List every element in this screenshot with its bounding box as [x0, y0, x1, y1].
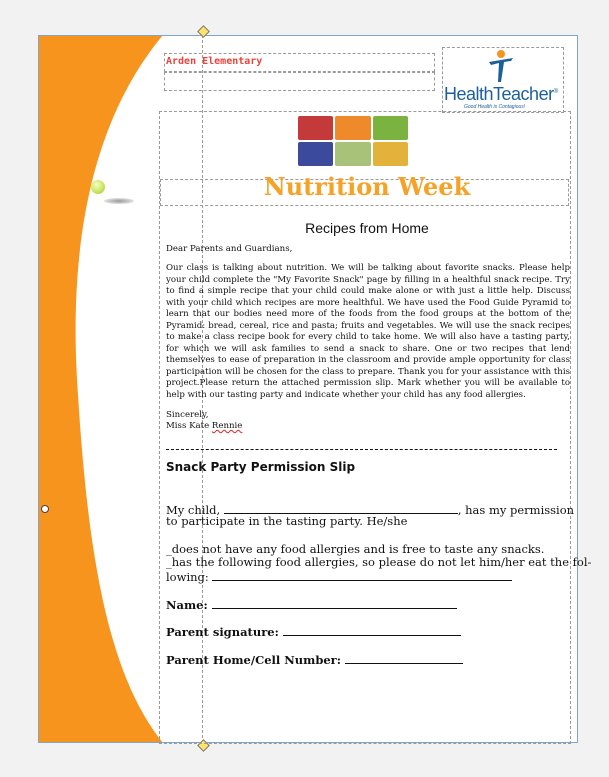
- letter-body: Our class is talking about nutrition. We will be talking about favorite snacks. Please help your child complete the "My Favorite Snack" page by filling in a healthful snack recipe. Try to find a simple recipe that your child could make alone or with just a little help. Discuss with your child which recipes are more healthful. We have used the Food Guide Pyramid to learn that our bodies need more of the foods from the food groups at the bottom of the Pyramid: bread, cereal, rice and pasta; fruits and vegetables. We will use the snack recipes to make a class recipe book for every child to take home. We will also have a tasting party, for which we will ask families to send a snack to share. One or two recipes that lend themselves to ease of preparation in the classroom and provide ample opportunity for class participation will be chosen for the class to prepare. Thank you for your assistance with this project.Please return the attached permission slip. Mark whether you will be available to help with our tasting party and indicate whether your child has any food allergies.: [166, 263, 570, 400]
- letter-heading: Recipes from Home: [305, 220, 429, 236]
- citrus-image: [373, 142, 408, 166]
- kiwi-image: [335, 142, 370, 166]
- school-name: Arden Elementary: [166, 56, 263, 67]
- header-blank-frame[interactable]: [164, 72, 435, 91]
- name-blank[interactable]: [212, 597, 457, 609]
- slip-title: Snack Party Permission Slip: [166, 460, 356, 474]
- healthteacher-logo-figure-icon: [485, 48, 517, 84]
- parent-signature-blank[interactable]: [283, 624, 461, 636]
- blueberries-image: [298, 142, 333, 166]
- letter-greeting: Dear Parents and Guardians,: [166, 244, 293, 254]
- allergy-option-has: _has the following food allergies, so please do not let him/her eat the fol-: [166, 555, 592, 569]
- letter-closing: Sincerely,: [166, 410, 209, 420]
- slip-line-2: to participate in the tasting party. He/she: [166, 514, 408, 528]
- child-name-blank[interactable]: [224, 502, 458, 514]
- logo-tagline: Good Health is Contagious!: [464, 104, 526, 110]
- page-title: Nutrition Week: [263, 172, 471, 201]
- allergy-list-line: lowing:: [166, 569, 512, 584]
- resize-handle-left[interactable]: [41, 505, 49, 513]
- healthteacher-logo: HealthTeacher®: [444, 84, 558, 104]
- food-images-grid: [298, 116, 408, 166]
- slip-line-1: My child, , has my permission: [166, 503, 575, 517]
- greens-image: [373, 116, 408, 140]
- phone-number-blank[interactable]: [345, 652, 463, 664]
- oranges-image: [335, 116, 370, 140]
- allergy-option-none: _does not have any food allergies and is free to taste any snacks.: [166, 542, 545, 556]
- name-field: Name:: [166, 597, 457, 612]
- letter-signature: Miss Kate Rennie: [166, 421, 243, 431]
- parent-signature-field: Parent signature:: [166, 624, 461, 639]
- strawberries-image: [298, 116, 333, 140]
- allergy-list-blank[interactable]: [212, 569, 512, 581]
- phone-number-field: Parent Home/Cell Number:: [166, 652, 463, 667]
- cut-line: [166, 449, 557, 450]
